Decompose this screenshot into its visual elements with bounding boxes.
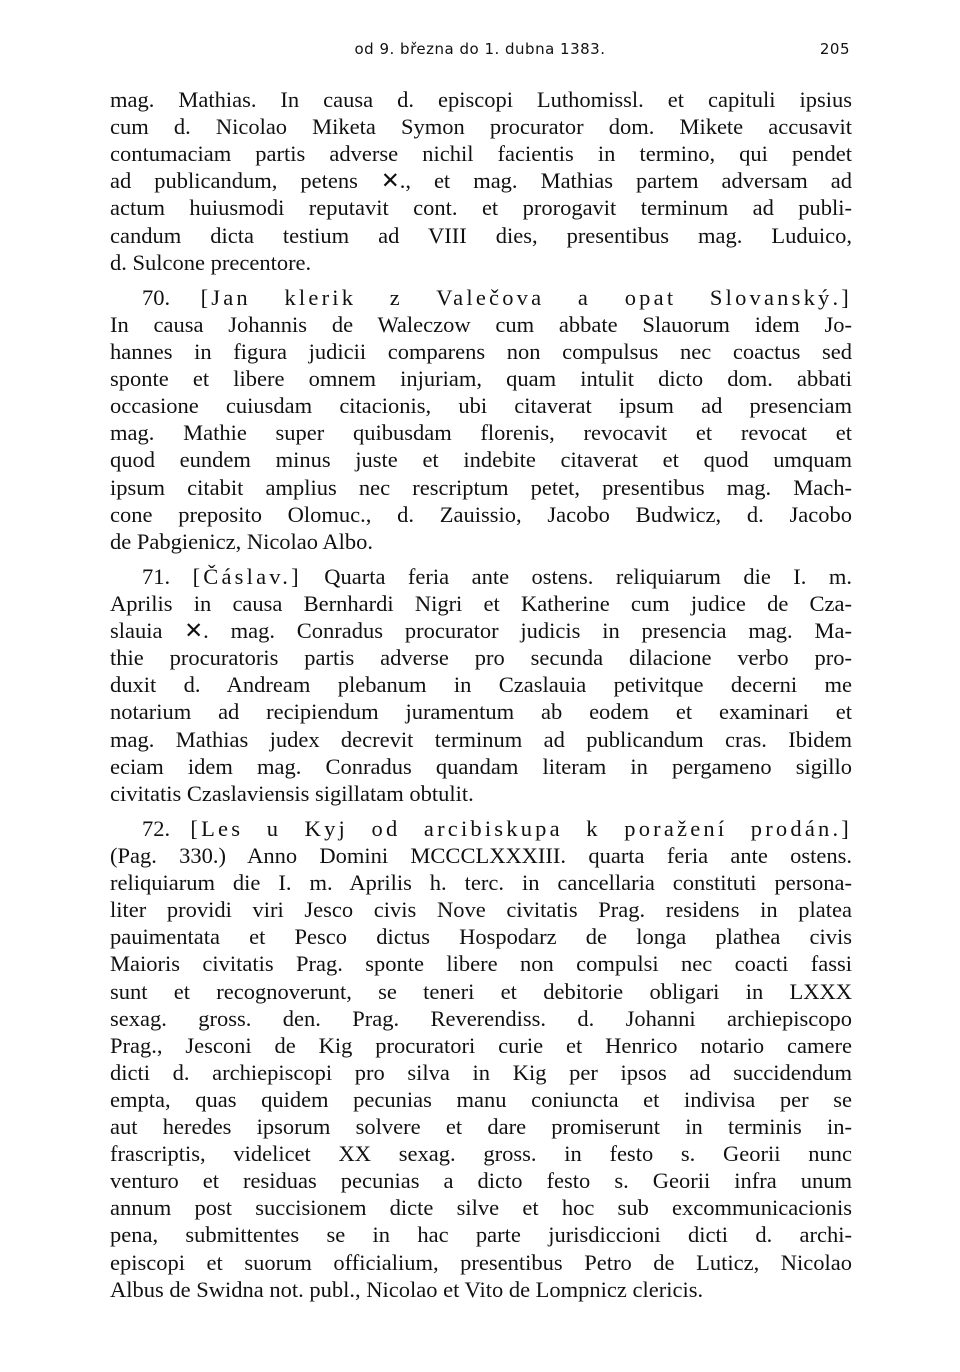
entry-heading-line [110,284,852,311]
text-line: de Pabgienicz, Nicolao Albo. [110,528,374,554]
text-line: mag. Mathias judex decrevit terminum ad publicandum cras. Ibidem [110,726,852,752]
entry-number: 70. [142,284,171,310]
text-line: eciam idem mag. Conradus quandam literam in pergameno sigillo [110,753,852,779]
entry-heading: [Les u Kyj od arcibiskupa k poražení prodán.] [190,815,852,841]
text-line: reliquiarum die I. m. Aprilis h. terc. in cancellaria constituti persona- [110,870,852,896]
text-line: Maioris civitatis Prag. sponte libere non compulsi nec coacti fassi [110,951,852,977]
text-line: actum huiusmodi reputavit cont. et prorogavit terminum ad publi- [110,195,852,221]
text-line: d. Sulcone precentore. [110,249,312,275]
text-line: occasione cuiusdam citacionis, ubi citaverat ipsum ad presenciam [110,393,852,419]
text-line: mag. Mathias. In causa d. episcopi Luthomissl. et capituli ipsius [110,87,852,112]
entry-heading-line [110,815,852,842]
text-line: episcopi et suorum officialium, presentibus Petro de Luticz, Nicolao [110,1249,852,1275]
text-line: aut heredes ipsorum solvere et dare promiserunt in terminis in- [110,1114,852,1140]
text-line: duxit d. Andream plebanum in Czaslauia petivitque decerni me [110,672,852,698]
text-line: pena, submittentes se in hac parte jurisdiccioni dicti d. archi- [110,1222,852,1248]
text-line: thie procuratoris partis adverse pro secunda dilacione verbo pro- [110,645,852,671]
text-line: dicti d. archiepiscopi pro silva in Kig per ipsos ad succidendum [110,1059,852,1085]
text-line: hannes in figura judicii comparens non compulsus nec coactus sed [110,338,852,364]
text-line: venturo et residuas pecunias a dicto festo s. Georii infra unum [110,1168,852,1194]
page-number: 205 [819,40,850,58]
text-line: ipsum citabit amplius nec rescriptum petet, presentibus mag. Mach- [110,474,852,500]
running-title: od 9. března do 1. dubna 1383. [354,40,606,58]
text-line: notarium ad recipiendum juramentum ab eodem et examinari et [110,699,852,725]
text-line: liter providi viri Jesco civis Nove civitatis Prag. residens in platea [110,897,852,923]
text-line: mag. Mathie super quibusdam florenis, revocavit et revocat et [110,420,852,446]
text-line: empta, quas quidem pecunias manu coniuncta et indivisa per se [110,1086,852,1112]
entry-heading: [Čáslav.] [192,563,302,589]
page-body [110,86,852,1303]
text-line: frascriptis, videlicet XX sexag. gross. in festo s. Georii nunc [110,1141,852,1167]
text-line: cum d. Nicolao Miketa Symon procurator dom. Mikete accusavit [110,114,852,140]
text-line: sponte et libere omnem injuriam, quam intulit dicto dom. abbati [110,366,852,392]
entry-71 [110,563,852,807]
entry-number: 71. [142,563,171,589]
text-line: Prag., Jesconi de Kig procuratori curie et Henrico notario camere [110,1032,852,1058]
text-line: slauia ✕. mag. Conradus procurator judicis in presencia mag. Ma- [110,618,852,644]
text-line: (Pag. 330.) Anno Domini MCCCLXXXIII. quarta feria ante ostens. [110,842,852,868]
text-line: contumaciam partis adverse nichil facientis in termino, qui pendet [110,141,852,167]
text-line: pauimentata et Pesco dictus Hospodarz de longa plathea civis [110,924,852,950]
entry-number: 72. [142,815,171,841]
text-line: candum dicta testium ad VIII dies, presentibus mag. Luduico, [110,222,852,248]
entry-heading-line [110,563,852,590]
text-line: Albus de Swidna not. publ., Nicolao et Vito de Lompnicz clericis. [110,1276,704,1302]
text-line: ad publicandum, petens ✕., et mag. Mathias partem adversam ad [110,168,852,194]
entry-heading-rest: Quarta feria ante ostens. reliquiarum die I. m. [324,563,852,589]
entry-heading: [Jan klerik z Valečova a opat Slovanský.] [200,284,852,310]
text-line: sunt et recognoverunt, se teneri et debitorie obligari in LXXX [110,978,852,1004]
text-line: cone preposito Olomuc., d. Zauissio, Jacobo Budwicz, d. Jacobo [110,501,852,527]
text-line: Aprilis in causa Bernhardi Nigri et Katherine cum judice de Cza- [110,590,852,616]
text-line: In causa Johannis de Waleczow cum abbate Slauorum idem Jo- [110,311,852,337]
text-line: quod eundem minus juste et indebite citaverat et quod umquam [110,447,852,473]
entry-continuation [110,86,852,276]
entry-72 [110,815,852,1303]
text-line: annum post succisionem dicte silve et hoc sub excommunicacionis [110,1195,852,1221]
page-header [110,34,850,64]
entry-70 [110,284,852,555]
text-line: civitatis Czaslaviensis sigillatam obtulit. [110,780,474,806]
text-line: sexag. gross. den. Prag. Reverendiss. d. Johanni archiepiscopo [110,1005,852,1031]
